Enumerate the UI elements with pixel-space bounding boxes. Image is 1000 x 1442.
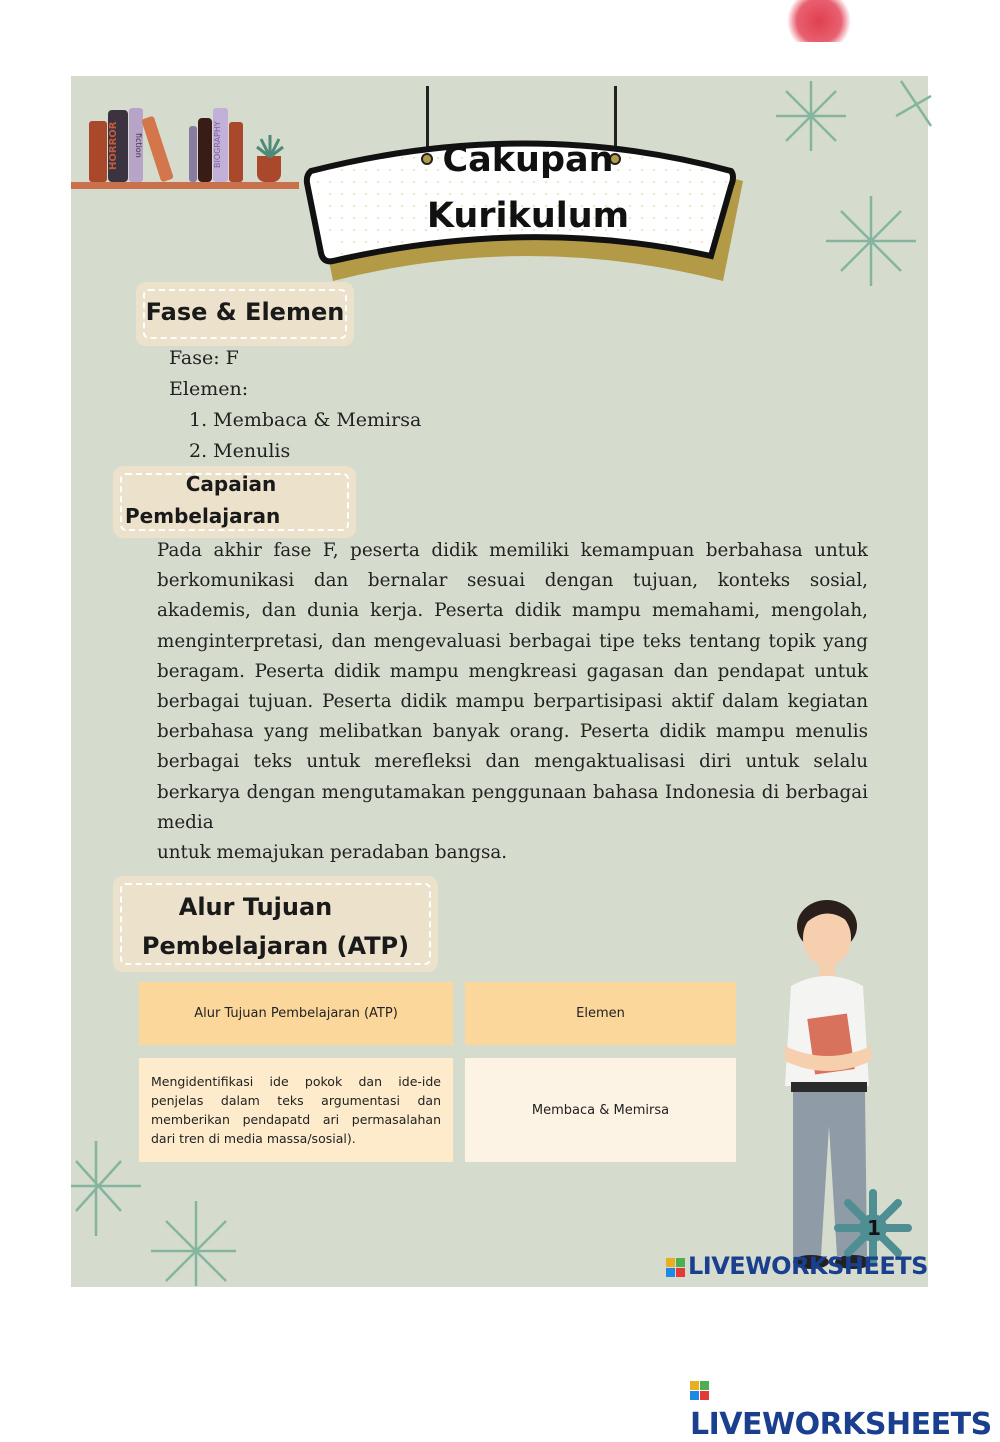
star-decoration-icon (771, 76, 931, 296)
liveworksheets-icon (666, 1258, 685, 1277)
liveworksheets-icon (690, 1381, 709, 1400)
capaian-paragraph (157, 536, 868, 868)
elemen-item: 2. Menulis (189, 440, 291, 462)
page-title-line1: Cakupan (442, 140, 614, 180)
worksheet-panel: HORROR fiction BIOGRAPHY Cakupan Kurikulum Fase & Elemen Fase: F Elemen: 1. Membaca & Memirsa 2. Menulis Capaian Pembelajaran Pada akhir fase F, peserta didik memiliki kemampuan berbahasa untuk berkomunikasi dan bernalar sesuai dengan tujuan, konteks sosial, akademis, dan dunia kerja. Peserta didik mampu memahami, mengolah, menginterpretasi, dan mengevaluasi berbagai tipe teks tentang topik yang beragam. Peserta didik mampu mengkreasi gagasan dan pendapat untuk berbagai tujuan. Peserta didik mampu berpartisipasi aktif dalam kegiatan berbahasa yang melibatkan banyak orang. Peserta didik mampu menulis berbagai teks untuk merefleksi dan mengaktualisasi diri untuk selalu berkarya dengan mengutamakan penggunaan bahasa Indonesia di berbagai media untuk memajukan peradaban bangsa. Alur Tujuan Pembelajaran (ATP) Alur Tujuan Pembelajaran (ATP) Elemen Mengidentifikasi ide pokok dan ide-ide penjelas dalam teks argumentasi dan memberikan pendapatd ari permasalahan dari tren di media massa/sosial). Membaca & Memirsa 1 LIVEWORKSHEETS (71, 76, 928, 1287)
table-cell-atp-text: Mengidentifikasi ide pokok dan ide-ide penjelas dalam teks argumentasi dan memberikan pendapatd ari permasalahan dari tren di media massa/sosial). (151, 1074, 441, 1146)
capaian-paragraph-last: untuk memajukan peradaban bangsa. (157, 842, 508, 864)
table-cell-elemen: Membaca & Memirsa (465, 1058, 736, 1162)
liveworksheets-logo-inner (666, 1252, 928, 1280)
plant-pot-icon (257, 156, 281, 182)
atp-heading-line2: Pembelajaran (ATP) (141, 932, 410, 960)
capaian-heading-line2: Pembelajaran (125, 504, 281, 528)
capaian-heading (125, 468, 321, 532)
elemen-item: 1. Membaca & Memirsa (189, 409, 422, 431)
capaian-paragraph-body: Pada akhir fase F, peserta didik memiliki kemampuan berbahasa untuk berkomunikasi dan bernalar sesuai dengan tujuan, konteks sosial, akademis, dan dunia kerja. Peserta didik mampu memahami, mengolah, menginterpretasi, dan mengevaluasi berbagai tipe teks tentang topik yang beragam. Peserta didik mampu mengkreasi gagasan dan pendapat untuk berbagai tujuan. Peserta didik mampu berpartisipasi aktif dalam kegiatan berbahasa yang melibatkan banyak orang. Peserta didik mampu menulis berbagai teks untuk merefleksi dan mengaktualisasi diri untuk selalu berkarya dengan mengutamakan penggunaan bahasa Indonesia di berbagai media (157, 540, 868, 833)
plant-icon (255, 131, 285, 159)
brand-text: LIVEWORKSHEETS (688, 1252, 928, 1280)
capaian-heading-line1: Capaian (185, 472, 277, 496)
elemen-label: Elemen: (169, 378, 249, 400)
brand-text: LIVEWORKSHEETS (690, 1407, 992, 1442)
fase-elemen-heading: Fase & Elemen (145, 298, 345, 326)
atp-heading (113, 888, 438, 966)
table-cell-atp (139, 1058, 453, 1162)
atp-heading-line1: Alur Tujuan (178, 893, 333, 921)
table-header-elemen: Elemen (465, 982, 736, 1045)
table-header-atp: Alur Tujuan Pembelajaran (ATP) (139, 982, 453, 1045)
title-sign (303, 76, 753, 291)
fase-text: Fase: F (169, 347, 239, 369)
page-title-line2: Kurikulum (426, 196, 630, 236)
shelf (71, 182, 299, 189)
page-number: 1 (867, 1216, 881, 1240)
red-blot-decoration (780, 0, 858, 42)
liveworksheets-logo[interactable] (690, 1372, 1000, 1442)
